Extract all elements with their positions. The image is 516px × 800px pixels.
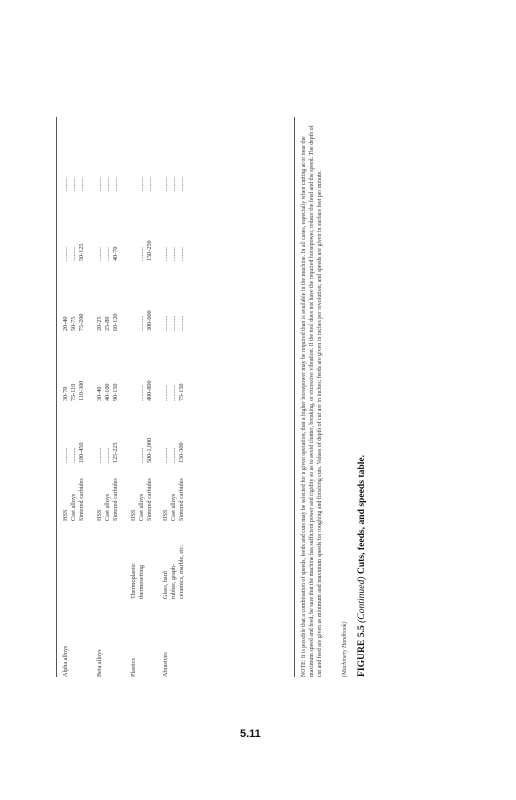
table-cell-v3: .........: [70, 247, 77, 261]
table-cell-tool: Sintered carbides: [78, 478, 85, 521]
table-cell-v3: .........: [138, 247, 145, 261]
figure-label: FIGURE 5.5: [356, 625, 367, 677]
table-cell-dots: 500-1,000: [146, 437, 153, 463]
table-cell-v4: .........: [178, 177, 185, 191]
table-cell-v3: .........: [104, 247, 111, 261]
page-number: 5.11: [240, 728, 261, 740]
table-cell-v3: 50-125: [78, 243, 85, 261]
table-cell-material: Beta alloys: [96, 649, 103, 677]
table-cell-dots: ..........: [170, 447, 177, 463]
table-cell-v2: 20-40: [62, 316, 69, 331]
table-cell-tool: Cast alloys: [170, 493, 177, 521]
table-cell-v2: ..........: [170, 315, 177, 331]
table-cell-v4: .........: [162, 177, 169, 191]
table-cell-material: Alpha alloys: [62, 645, 69, 677]
table-cell-v1: ..........: [138, 385, 145, 401]
table-cell-tool: HSS: [130, 509, 137, 521]
figure-continued: (Continued): [356, 576, 367, 623]
table-cell-v1: 90-150: [112, 383, 119, 401]
table-cell-v2: 75-200: [78, 313, 85, 331]
table-cell-v3: .........: [162, 247, 169, 261]
table-cell-v2: 20-25: [96, 316, 103, 331]
table-cell-material: Plastics: [130, 658, 137, 677]
table-cell-dots: ..........: [70, 447, 77, 463]
table-cell-v3: .........: [170, 247, 177, 261]
table-cell-condition: Glass, hard: [162, 571, 169, 599]
table-cell-v4: .........: [170, 177, 177, 191]
table-cell-dots: 180-450: [78, 442, 85, 463]
table-cell-tool: Cast alloys: [104, 493, 111, 521]
table-source: (Machinery Handbook): [342, 621, 348, 677]
table-cell-v1: 30-40: [96, 386, 103, 401]
table-cell-tool: Sintered carbides: [112, 478, 119, 521]
table-cell-dots: 125-225: [112, 442, 119, 463]
table-cell-dots: ..........: [162, 447, 169, 463]
table-cell-v1: 75-150: [178, 383, 185, 401]
table-cell-condition: Thermoplastic: [130, 563, 137, 599]
table-bottom-rule: [294, 117, 295, 677]
table-cell-tool: Sintered carbides: [146, 478, 153, 521]
table-cell-v3: 40-70: [112, 246, 119, 261]
table-cell-v4: .........: [78, 177, 85, 191]
table-cell-tool: HSS: [162, 509, 169, 521]
table-cell-v3: .........: [96, 247, 103, 261]
figure-title: Cuts, feeds, and speeds table.: [356, 454, 367, 575]
table-cell-v1: 110-300: [78, 380, 85, 401]
table-cell-tool: Cast alloys: [70, 493, 77, 521]
table-cell-dots: ..........: [104, 447, 111, 463]
table-cell-v4: .........: [104, 177, 111, 191]
table-cell-dots: ..........: [138, 447, 145, 463]
table-cell-dots: 150-300: [178, 442, 185, 463]
table-cell-v2: 25-80: [104, 316, 111, 331]
table-cell-condition: ceramics, marble, etc.: [178, 544, 185, 599]
table-cell-v2: ..........: [162, 315, 169, 331]
table-cell-dots: ..........: [96, 447, 103, 463]
table-cell-tool: Sintered carbides: [178, 478, 185, 521]
table-cell-v2: 60-120: [112, 313, 119, 331]
table-cell-v2: 300-600: [146, 310, 153, 331]
table-cell-v1: 75-110: [70, 383, 77, 401]
table-note: NOTE: It is possible that a combination of speeds, feeds and cuts may be selected for a given operation, that a higher horsepower may be required than is available in the machine. In all cases, especially when cutting at or near the maximum speed and feed, be sure that the machine has sufficient power and rigidity so as to avoid chatter, breaking, or excessive vibration. If the tool does not have the required horsepower, reduce the feed and the speed. The depth of cut and feed are given as minimum and maximum speeds for roughing and finishing cuts. Values of depth of cut are in inches; feeds are given in inches per revolution; and speeds are given in surface feet per minute.: [301, 125, 323, 677]
table-cell-v3: .........: [178, 247, 185, 261]
table-cell-v4: .........: [138, 177, 145, 191]
table-cell-v2: ..........: [138, 315, 145, 331]
table-cell-v4: .........: [96, 177, 103, 191]
table-cell-v1: ..........: [162, 385, 169, 401]
table-top-rule: [56, 117, 57, 677]
table-cell-tool: Cast alloys: [138, 493, 145, 521]
table-cell-material: Abrasives: [162, 652, 169, 677]
table-cell-v3: .........: [62, 247, 69, 261]
table-cell-v1: ..........: [170, 385, 177, 401]
table-cell-v4: .........: [70, 177, 77, 191]
table-cell-v1: 40-100: [104, 383, 111, 401]
table-cell-v4: .........: [62, 177, 69, 191]
table-cell-v1: 30-70: [62, 386, 69, 401]
table-cell-tool: HSS: [62, 509, 69, 521]
figure-caption: [356, 455, 367, 677]
table-cell-v1: 400-800: [146, 380, 153, 401]
rotated-page-content: [56, 117, 374, 677]
table-cell-v2: 50-75: [70, 316, 77, 331]
table-cell-v4: .........: [146, 177, 153, 191]
table-cell-v4: .........: [112, 177, 119, 191]
table-cell-condition: thermosetting: [138, 564, 145, 599]
table-cell-v3: 150-250: [146, 240, 153, 261]
table-cell-condition: rubber, graph-: [170, 563, 177, 599]
table-cell-v2: ..........: [178, 315, 185, 331]
table-cell-dots: ..........: [62, 447, 69, 463]
table-cell-tool: HSS: [96, 509, 103, 521]
